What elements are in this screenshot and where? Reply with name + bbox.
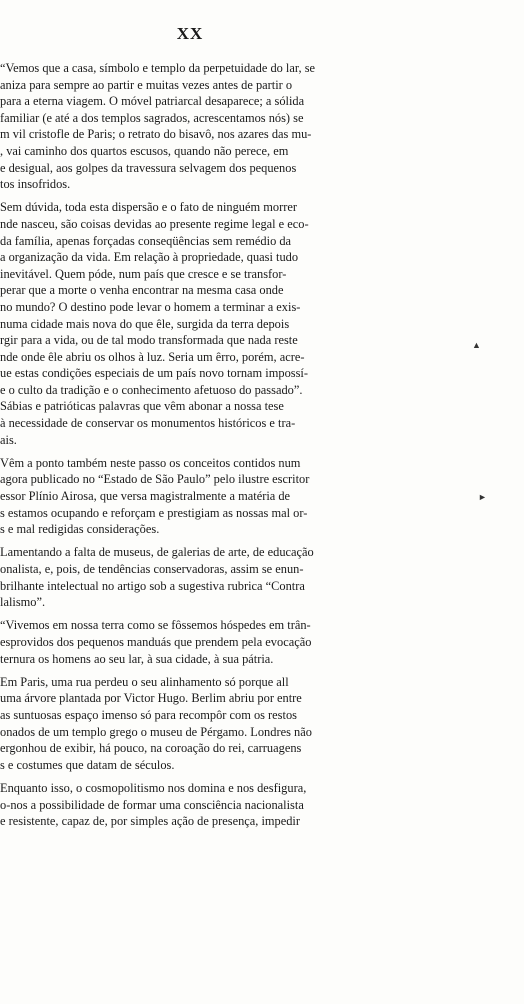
text-line: m vil cristofle de Paris; o retrato do bisavô, nos azares das mu- — [0, 127, 312, 142]
text-line: à necessidade de conservar os monumentos históricos e tra- — [0, 416, 296, 431]
text-line: uma árvore plantada por Victor Hugo. Berlim abriu por entre — [0, 691, 302, 706]
text-line: onalista, e, pois, de tendências conservadoras, assim se enun- — [0, 562, 304, 576]
text-line: essor Plínio Airosa, que versa magistralmente a matéria de — [0, 489, 291, 504]
paragraph — [0, 455, 432, 538]
paragraph-gap — [0, 611, 432, 618]
text-line: o-nos a possibilidade de formar uma consciência nacionalista — [0, 797, 304, 812]
text-line: da família, apenas forçadas conseqüências sem remédio da — [0, 233, 292, 248]
paragraph-gap — [0, 448, 432, 455]
paragraph-gap — [0, 193, 432, 200]
text-line: agora publicado no “Estado de São Paulo” pelo ilustre escritor — [0, 472, 310, 487]
text-line: nde onde êle abriu os olhos à luz. Seria um êrro, porém, acre- — [0, 349, 305, 364]
margin-mark: ► — [478, 492, 487, 502]
text-line: Enquanto isso, o cosmopolitismo nos domina e nos desfigura, — [0, 780, 307, 795]
text-line: lalismo”. — [0, 595, 46, 610]
text-line: rgir para a vida, ou de tal modo transformada que nada reste — [0, 333, 298, 348]
text-line: e resistente, capaz de, por simples ação de presença, impedir — [0, 814, 300, 829]
paragraph — [0, 199, 432, 448]
paragraph — [0, 60, 432, 193]
text-line: ue estas condições especiais de um país novo tornam impossí- — [0, 366, 308, 381]
paragraph-gap — [0, 667, 432, 674]
text-line: no mundo? O destino pode levar o homem a terminar a exis- — [0, 299, 301, 314]
text-line: s e costumes que datam de séculos. — [0, 757, 175, 772]
text-line: numa cidade mais nova do que êle, surgida da terra depois — [0, 316, 290, 331]
text-line: familiar (e até a dos templos sagrados, acrescentamos nós) se — [0, 110, 304, 125]
page-number: XX — [176, 24, 204, 43]
paragraph-gap — [0, 773, 432, 780]
text-line: a organização da vida. Em relação à propriedade, quasi tudo — [0, 250, 299, 265]
text-line: Sem dúvida, toda esta dispersão e o fato de ninguém morrer — [0, 200, 297, 215]
text-line: onados de um templo grego o museu de Pérgamo. Londres não — [0, 724, 312, 739]
text-line: ternura os homens ao seu lar, à sua cidade, à sua pátria. — [0, 651, 274, 666]
text-line: s estamos ocupando e reforçam e prestigiam as nossas mal or- — [0, 505, 308, 520]
paragraph — [0, 544, 432, 610]
text-line: Vêm a ponto também neste passo os conceitos contidos num — [0, 455, 301, 470]
text-line: brilhante intelectual no artigo sob a sugestiva rubrica “Contra — [0, 578, 305, 593]
text-line: as suntuosas espaço imenso só para recompôr com os restos — [0, 707, 297, 722]
text-line: ais. — [0, 432, 17, 447]
body-text — [0, 60, 432, 830]
text-line: ergonhou de exibir, há pouco, na coroação do rei, carruagens — [0, 741, 302, 756]
text-line: Em Paris, uma rua perdeu o seu alinhamento só porque all — [0, 674, 289, 689]
text-line: nde nasceu, são coisas devidas ao presente regime legal e eco- — [0, 216, 309, 231]
text-line: e desigual, aos golpes da travessura selvagem dos pequenos — [0, 160, 297, 175]
margin-mark: ▲ — [472, 340, 481, 350]
text-line: esprovidos dos pequenos manduás que prendem pela evocação — [0, 634, 312, 649]
paragraph-gap — [0, 538, 432, 545]
paragraph — [0, 674, 432, 774]
text-line: , vai caminho dos quartos escusos, quando não perece, em — [0, 143, 289, 158]
text-line: “Vivemos em nossa terra como se fôssemos hóspedes em trân- — [0, 618, 311, 633]
text-line: para a eterna viagem. O móvel patriarcal desaparece; a sólida — [0, 94, 305, 109]
text-line: Lamentando a falta de museus, de galerias de arte, de educação — [0, 545, 314, 560]
text-line: tos insofridos. — [0, 177, 71, 192]
text-line: perar que a morte o venha encontrar na mesma casa onde — [0, 283, 284, 298]
text-line: s e mal redigidas considerações. — [0, 522, 160, 537]
text-line: inevitável. Quem póde, num país que cresce e se transfor- — [0, 266, 287, 281]
text-line: aniza para sempre ao partir e muitas vezes antes de partir o — [0, 77, 293, 92]
paragraph — [0, 617, 432, 667]
paragraph — [0, 780, 432, 830]
text-line: Sábias e patrióticas palavras que vêm abonar a nossa tese — [0, 399, 284, 414]
text-line: “Vemos que a casa, símbolo e templo da perpetuidade do lar, se — [0, 61, 316, 75]
text-line: e o culto da tradição e o conhecimento afetuoso do passado”. — [0, 382, 303, 397]
